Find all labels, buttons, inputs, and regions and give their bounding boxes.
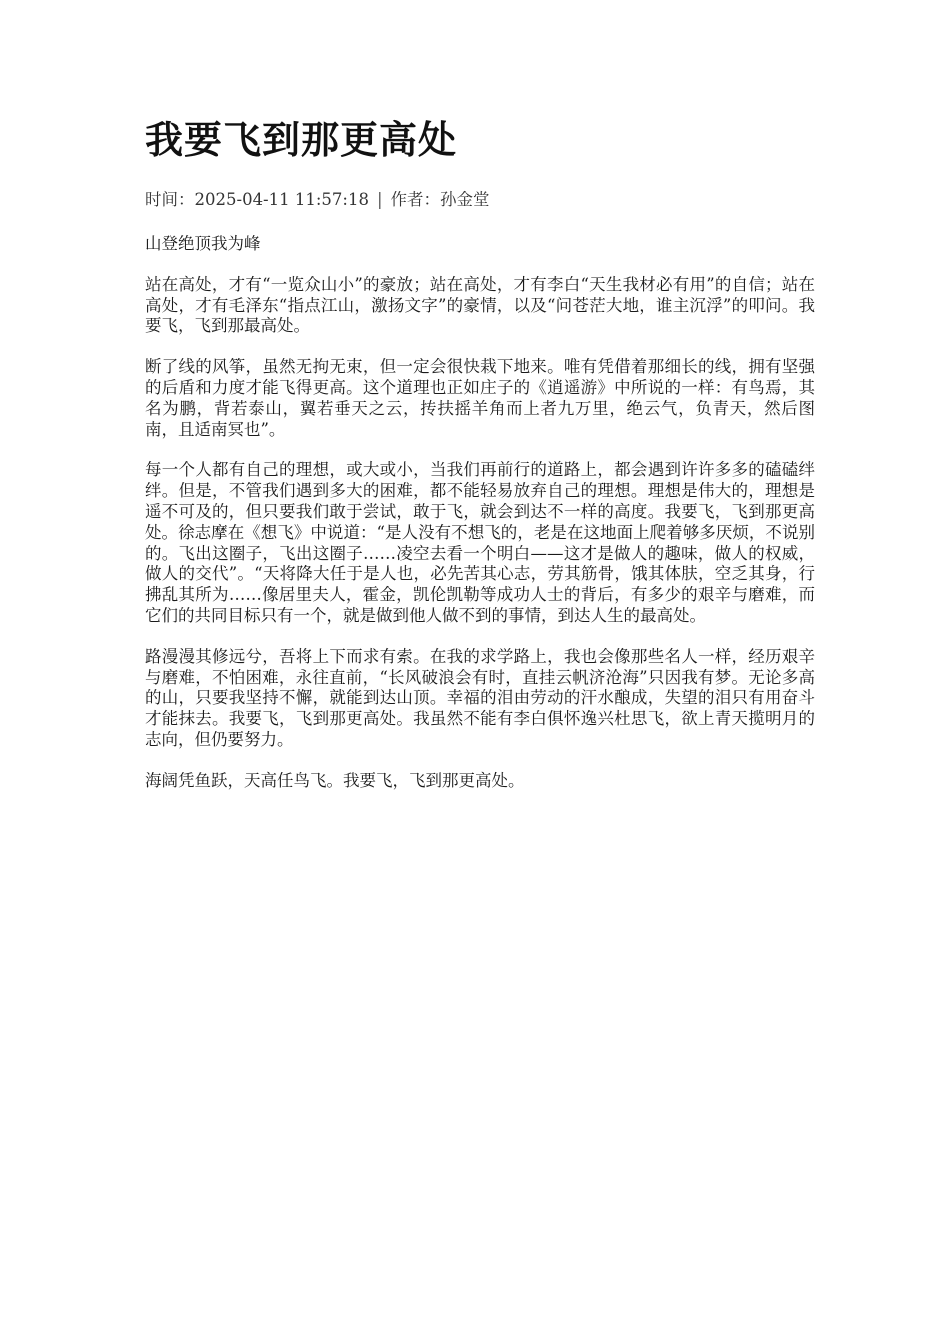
article (145, 112, 815, 812)
paragraph: 每一个人都有自己的理想，或大或小，当我们再前行的道路上，都会遇到许许多多的磕磕绊绊。但是，不管我们遇到多大的困难，都不能轻易放弃自己的理想。理想是伟大的，理想是遥不可及的，但只要我们敢于尝试，敢于飞，就会到达不一样的高度。我要飞，飞到那更高处。徐志摩在《想飞》中说道：“是人没有不想飞的，老是在这地面上爬着够多厌烦，不说别的。飞出这圈子，飞出这圈子……凌空去看一个明白——这才是做人的趣味，做人的权威，做人的交代”。“天将降大任于是人也，必先苦其心志，劳其筋骨，饿其体肤，空乏其身，行拂乱其所为……像居里夫人，霍金，凯伦凯勒等成功人士的背后，有多少的艰辛与磨难，而它们的共同目标只有一个，就是做到他人做不到的事情，到达人生的最高处。 (145, 460, 815, 625)
page-title: 我要飞到那更高处 (145, 118, 458, 162)
meta-separator: | (376, 190, 383, 209)
paragraph: 路漫漫其修远兮，吾将上下而求有索。在我的求学路上，我也会像那些名人一样，经历艰辛与磨难，不怕困难，永往直前，“长风破浪会有时，直挂云帆济沧海”只因我有梦。无论多高的山，只要我坚持不懈，就能到达山顶。幸福的泪由劳动的汗水酿成，失望的泪只有用奋斗才能抹去。我要飞，飞到那更高处。我虽然不能有李白俱怀逸兴杜思飞，欲上青天揽明月的志向，但仍要努力。 (145, 646, 815, 749)
time-value: 2025-04-11 11:57:18 (194, 190, 369, 209)
article-meta (145, 188, 815, 212)
paragraph: 断了线的风筝，虽然无拘无束，但一定会很快栽下地来。唯有凭借着那细长的线，拥有坚强的后盾和力度才能飞得更高。这个道理也正如庄子的《逍遥游》中所说的一样：有鸟焉，其名为鹏，背若泰山，翼若垂天之云，抟扶摇羊角而上者九万里，绝云气，负青天，然后图南，且适南冥也”。 (145, 357, 815, 439)
author-value: 孙金堂 (440, 190, 490, 209)
paragraph: 站在高处，才有“一览众山小”的豪放；站在高处，才有李白“天生我材必有用”的自信；站在高处，才有毛泽东“指点江山，激扬文字”的豪情，以及“问苍茫大地，谁主沉浮”的叩问。我要飞，飞到那最高处。 (145, 274, 815, 336)
time-label: 时间： (145, 190, 195, 209)
author-label: 作者： (390, 190, 441, 209)
paragraph-subtitle: 山登绝顶我为峰 (145, 234, 261, 253)
paragraph: 海阔凭鱼跃，天高任鸟飞。我要飞，飞到那更高处。 (145, 770, 525, 790)
